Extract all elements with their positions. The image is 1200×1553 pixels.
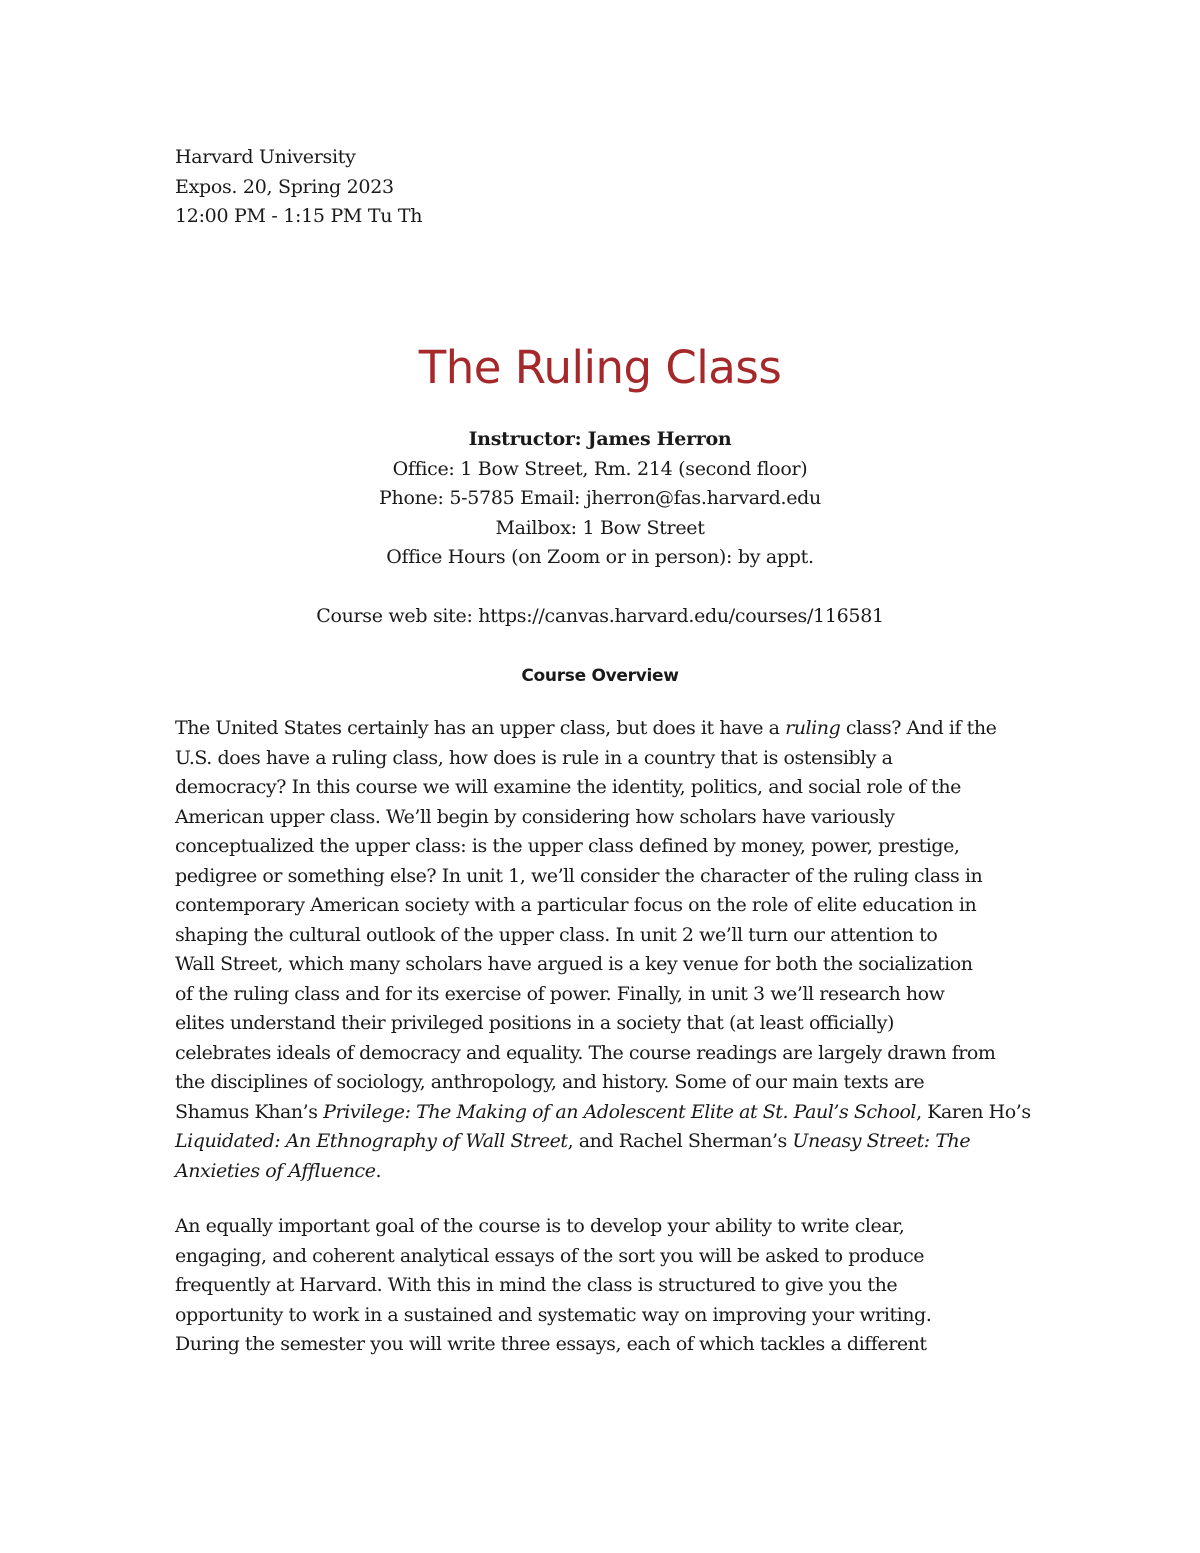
- instructor-name: Instructor: James Herron: [468, 428, 732, 450]
- class-schedule: 12:00 PM - 1:15 PM Tu Th: [175, 205, 423, 227]
- book-title-uneasy-street-cont: Anxieties of Affluence: [175, 1159, 376, 1182]
- paragraph-line: frequently at Harvard. With this in mind the class is structured to give you the: [175, 1274, 898, 1296]
- office-location: Office: 1 Bow Street, Rm. 214 (second floor): [392, 457, 808, 480]
- page-title: The Ruling Class: [418, 341, 782, 394]
- paragraph-line: celebrates ideals of democracy and equality. The course readings are largely drawn from: [175, 1041, 996, 1064]
- overview-paragraph-2: [175, 1212, 1025, 1360]
- text-run: class? And if the: [840, 717, 997, 739]
- paragraph-line: engaging, and coherent analytical essays of the sort you will be asked to produce: [175, 1244, 925, 1267]
- course-header: [175, 143, 422, 232]
- paragraph-line: Wall Street, which many scholars have argued is a key venue for both the socialization: [175, 953, 973, 975]
- contact-block: [0, 425, 1200, 632]
- course-website: Course web site: https://canvas.harvard.edu/courses/116581: [316, 605, 884, 627]
- text-run: .: [375, 1159, 382, 1182]
- paragraph-line: American upper class. We’ll begin by considering how scholars have variously: [175, 805, 895, 828]
- text-run: Shamus Khan’s: [175, 1100, 324, 1123]
- overview-paragraph-1: [175, 714, 1031, 1186]
- paragraph-line: During the semester you will write three essays, each of which tackles a different: [175, 1333, 927, 1355]
- paragraph-line: U.S. does have a ruling class, how does is rule in a country that is ostensibly a: [175, 746, 893, 769]
- paragraph-line: [175, 714, 1025, 744]
- institution-name: Harvard University: [175, 146, 356, 168]
- paragraph-line: shaping the cultural outlook of the upper class. In unit 2 we’ll turn our attention to: [175, 923, 938, 946]
- paragraph-line: pedigree or something else? In unit 1, we’ll consider the character of the ruling class in: [175, 864, 983, 887]
- book-title-liquidated: Liquidated: An Ethnography of Wall Street: [175, 1130, 568, 1152]
- paragraph-line: elites understand their privileged positions in a society that (at least officially): [175, 1012, 894, 1034]
- paragraph-line: contemporary American society with a particular focus on the role of elite education in: [175, 894, 977, 916]
- paragraph-line: [175, 1127, 1025, 1157]
- text-run: , and Rachel Sherman’s: [567, 1130, 793, 1152]
- paragraph-line: democracy? In this course we will examine the identity, politics, and social role of the: [175, 776, 961, 798]
- book-title-uneasy-street: Uneasy Street: The: [792, 1130, 971, 1152]
- office-hours: Office Hours (on Zoom or in person): by appt.: [386, 546, 814, 568]
- emphasis-ruling: ruling: [785, 717, 841, 739]
- section-heading-course-overview: Course Overview: [521, 666, 679, 686]
- paragraph-line: conceptualized the upper class: is the upper class defined by money, power, prestige,: [175, 835, 960, 857]
- text-run: The United States certainly has an upper class, but does it have a: [175, 717, 786, 739]
- phone-email: Phone: 5-5785 Email: jherron@fas.harvard.edu: [379, 487, 821, 509]
- paragraph-line: the disciplines of sociology, anthropology, and history. Some of our main texts are: [175, 1071, 925, 1093]
- mailbox: Mailbox: 1 Bow Street: [495, 516, 705, 539]
- paragraph-line: [175, 1157, 1025, 1187]
- text-run: , Karen Ho’s: [916, 1100, 1031, 1123]
- course-number: Expos. 20, Spring 2023: [175, 175, 394, 198]
- paragraph-line: opportunity to work in a sustained and systematic way on improving your writing.: [175, 1303, 932, 1326]
- paragraph-line: of the ruling class and for its exercise of power. Finally, in unit 3 we’ll research how: [175, 982, 945, 1005]
- book-title-privilege: Privilege: The Making of an Adolescent Elite at St. Paul’s School: [323, 1100, 917, 1123]
- paragraph-line: An equally important goal of the course is to develop your ability to write clear,: [175, 1215, 905, 1237]
- paragraph-line: [175, 1098, 1031, 1128]
